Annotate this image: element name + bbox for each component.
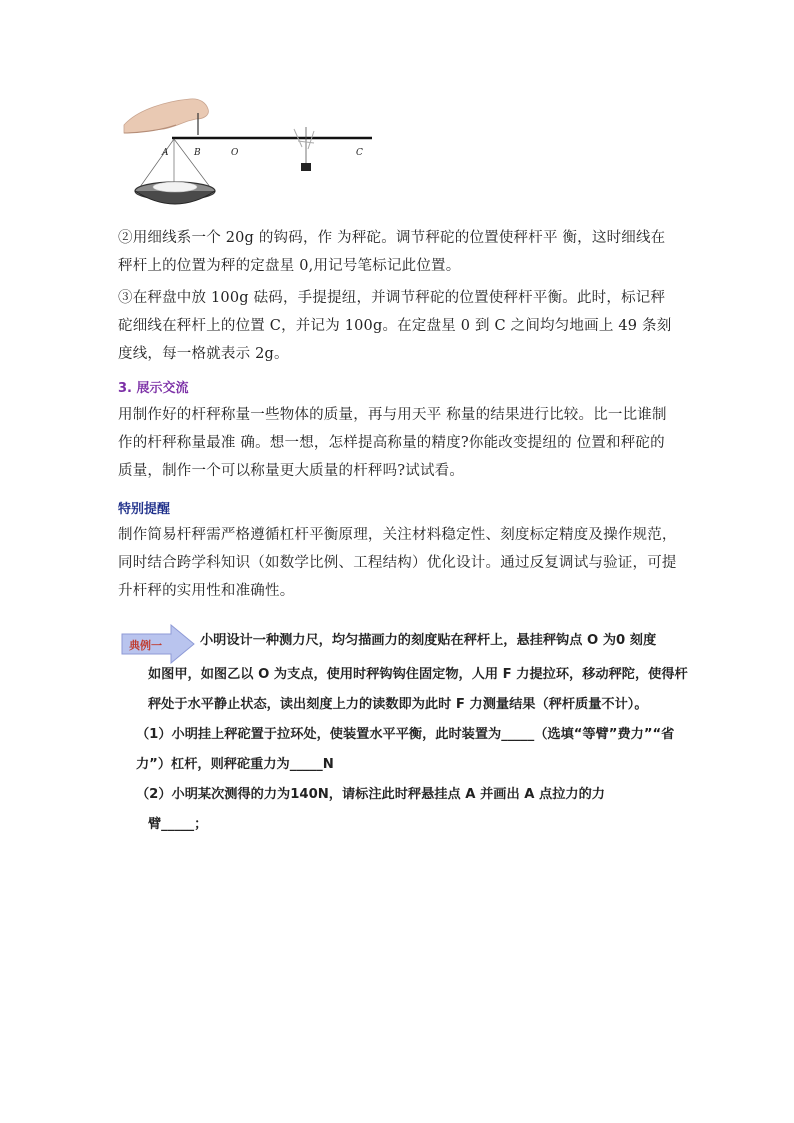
counterweight bbox=[301, 163, 311, 171]
step-3-paragraph: ③在秤盘中放 100g 砝码，手提提纽，并调节秤砣的位置使秤杆平衡。此时，标记秤砣细线在秤杆上的位置 C，并记为 100g。在定盘星 0 到 C 之间均匀地画上 49 条刻度线，每一格就表示 2g。 bbox=[118, 290, 672, 362]
example-body bbox=[136, 660, 688, 840]
tip-body: 制作简易杆秤需严格遵循杠杆平衡原理，关注材料稳定性、刻度标定精度及操作规范，同时结合跨学科知识（如数学比例、工程结构）优化设计。通过反复调试与验证，可提升杆秤的实用性和准确性。 bbox=[118, 527, 677, 599]
pan-paper bbox=[153, 182, 197, 192]
section-3-body: 用制作好的杆秤称量一些物体的质量，再与用天平 称量的结果进行比较。比一比谁制作的杆秤称量最准 确。想一想，怎样提高称量的精度?你能改变提纽的 位置和秤砣的质量，制作一个可以称量更大质量的杆秤吗?试试看。 bbox=[118, 407, 667, 479]
question-2-line2: 臂_____； bbox=[148, 817, 208, 832]
steelyard-figure bbox=[118, 95, 378, 215]
question-2-line1: （2）小明某次测得的力为140N，请标注此时秤悬挂点 A 并画出 A 点拉力的力 bbox=[136, 787, 605, 802]
step-2-paragraph: ②用细线系一个 20g 的钩码，作 为秤砣。调节秤砣的位置使秤杆平 衡，这时细线在秤杆上的位置为秤的定盘星 0,用记号笔标记此位置。 bbox=[118, 230, 666, 274]
example-badge bbox=[121, 624, 195, 664]
pan-string bbox=[140, 139, 174, 187]
example-intro-line1: 小明设计一种测力尺，均匀描画力的刻度贴在秤杆上，悬挂秤钩点 O 为0 刻度 bbox=[200, 633, 657, 648]
tip-title: 特别提醒 bbox=[118, 502, 171, 517]
question-1: （1）小明挂上秤砣置于拉环处，使装置水平平衡，此时装置为_____（选填“等臂”费力”“省力”）杠杆，则秤砣重力为_____N bbox=[136, 727, 675, 772]
example-intro-rest: 如图甲，如图乙以 O 为支点，使用时秤钩钩住固定物，人用 F 力提拉环，移动秤陀，使得杆秤处于水平静止状态，读出刻度上力的读数即为此时 F 力测量结果（秤杆质量不计）。 bbox=[148, 667, 688, 712]
label-o: O bbox=[231, 148, 239, 158]
section-3-title: 3. 展示交流 bbox=[118, 381, 189, 396]
pan-string bbox=[174, 139, 210, 187]
label-c: C bbox=[356, 148, 363, 158]
scale-pan-bowl bbox=[135, 191, 215, 204]
label-a: A bbox=[162, 148, 169, 158]
label-b: B bbox=[194, 148, 201, 158]
badge-label: 典例一 bbox=[129, 639, 162, 652]
